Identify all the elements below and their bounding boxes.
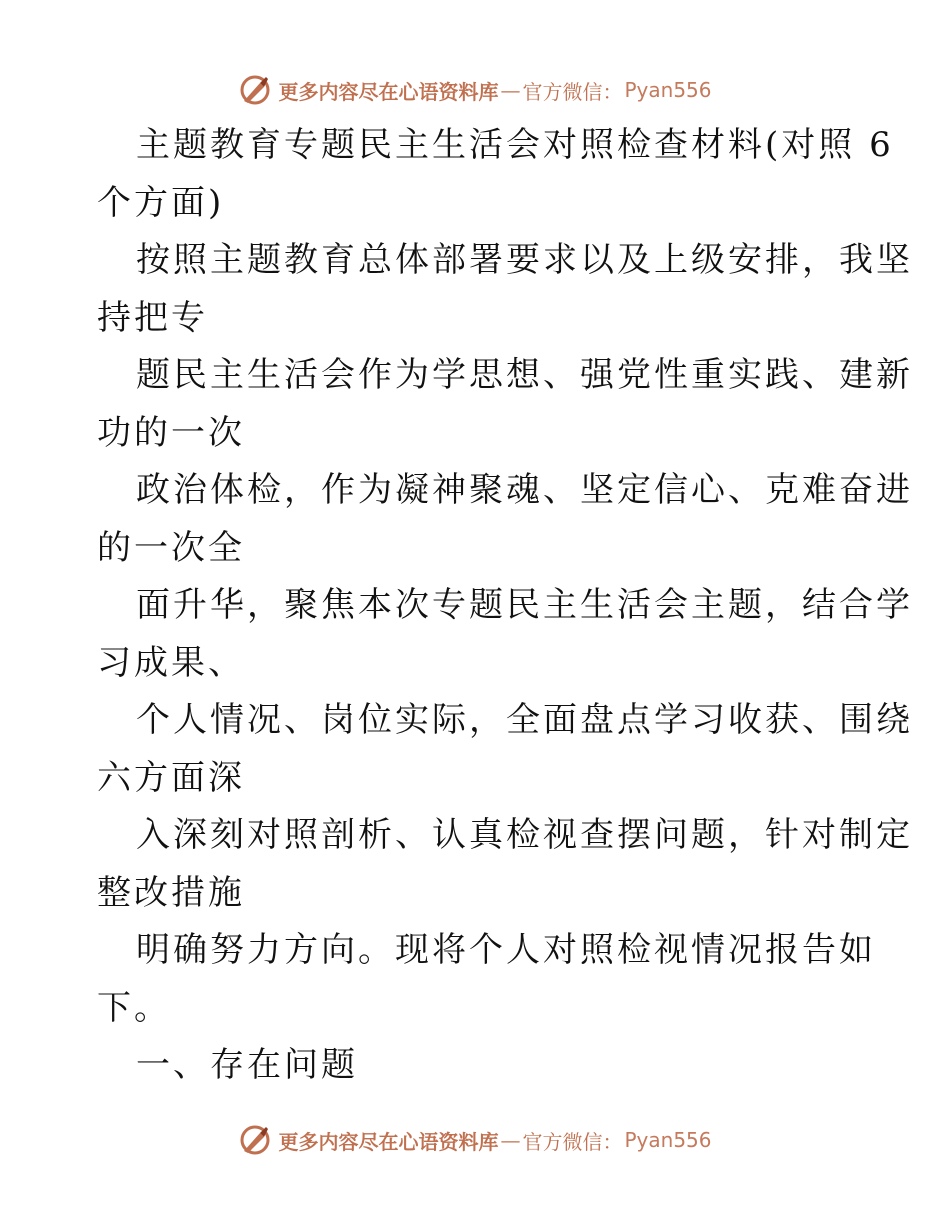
paragraph <box>97 922 876 1037</box>
paragraph <box>97 347 913 462</box>
paragraph <box>97 462 913 577</box>
paragraph <box>97 232 913 347</box>
document-body <box>97 117 913 1095</box>
paragraph-line: 入深刻对照剖析、认真检视查摆问题，针对制定 <box>136 815 913 855</box>
paragraph-line: 持把专 <box>97 297 208 338</box>
paragraph-line: 面升华，聚焦本次专题民主生活会主题，结合学 <box>136 585 913 625</box>
paragraph-line: 主题教育专题民主生活会对照检查材料(对照 6 <box>136 125 894 165</box>
paragraph <box>97 692 913 807</box>
footer-watermark <box>0 1120 950 1160</box>
header-watermark <box>0 70 950 110</box>
watermark-dash: — <box>500 78 521 102</box>
paragraph <box>97 807 913 922</box>
watermark-wechat-label: 官方微信： <box>522 79 623 104</box>
pen-logo-icon <box>238 1123 272 1157</box>
watermark-wechat-label: 官方微信： <box>522 1129 623 1154</box>
watermark-dash: — <box>500 1128 521 1152</box>
paragraph-line: 功的一次 <box>97 412 245 453</box>
paragraph-line: 政治体检，作为凝神聚魂、坚定信心、克难奋进 <box>136 470 913 510</box>
watermark-brand: 更多内容尽在心语资料库 <box>278 1129 499 1154</box>
paragraph-line: 明确努力方向。现将个人对照检视情况报告如 <box>136 930 876 970</box>
paragraph-line: 个人情况、岗位实际，全面盘点学习收获、围绕 <box>136 700 913 740</box>
paragraph-line: 六方面深 <box>97 757 245 798</box>
watermark-brand: 更多内容尽在心语资料库 <box>278 79 499 104</box>
watermark-handle: Pyan556 <box>624 1128 712 1152</box>
paragraph-line: 按照主题教育总体部署要求以及上级安排，我坚 <box>136 240 913 280</box>
paragraph-line: 整改措施 <box>97 872 245 913</box>
pen-logo-icon <box>238 73 272 107</box>
paragraph-line: 的一次全 <box>97 527 245 568</box>
section-heading-text: 一、存在问题 <box>136 1045 358 1085</box>
section-heading <box>97 1037 857 1095</box>
watermark-handle: Pyan556 <box>624 78 712 102</box>
paragraph-line: 下。 <box>97 987 171 1028</box>
paragraph <box>97 577 913 692</box>
paragraph-line: 习成果、 <box>97 642 245 683</box>
paragraph-title <box>97 117 894 232</box>
paragraph-line: 题民主生活会作为学思想、强党性重实践、建新 <box>136 355 913 395</box>
paragraph-line: 个方面) <box>97 182 225 223</box>
